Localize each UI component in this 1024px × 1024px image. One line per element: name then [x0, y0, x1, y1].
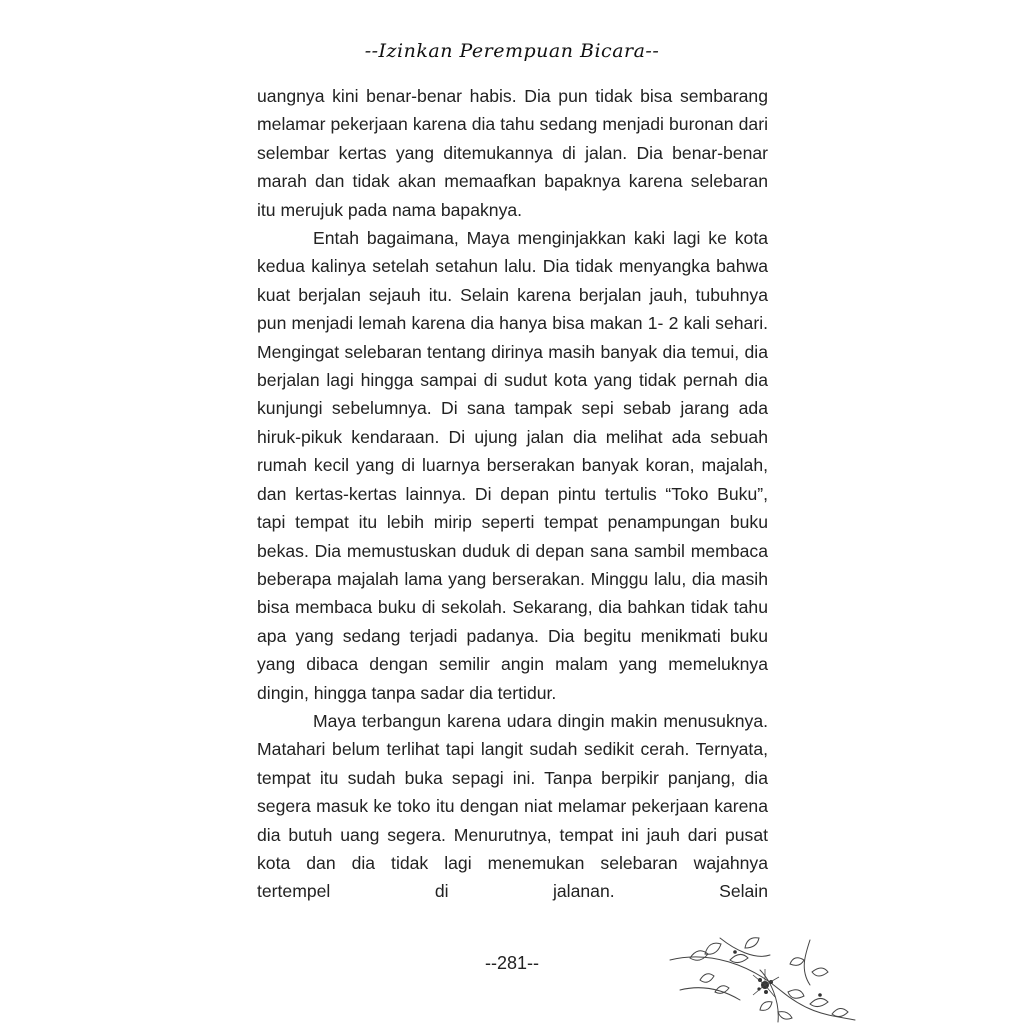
- page-number: --281--: [484, 953, 539, 973]
- paragraph-1: uangnya kini benar-benar habis. Dia pun tidak bisa sembarang melamar pekerjaan karena dia tahu sedang menjadi buronan dari selembar kertas yang ditemukannya di jalan. Dia benar-benar marah dan tidak akan memaafkan bapaknya karena selebaran itu merujuk pada nama bapaknya.: [257, 86, 768, 220]
- paragraph-3: Maya terbangun karena udara dingin makin menusuknya. Matahari belum terlihat tapi langit sudah sedikit cerah. Ternyata, tempat itu sudah buka sepagi ini. Tanpa berpikir panjang, dia segera masuk ke toko itu dengan niat melamar pekerjaan karena dia butuh uang segera. Menurutnya, tempat ini jauh dari pusat kota dan dia tidak lagi menemukan selebaran wajahnya tertempel di jalanan. Selain: [257, 710, 768, 902]
- floral-ornament-icon: [660, 930, 860, 1024]
- running-title: --Izinkan Perempuan Bicara--: [364, 40, 660, 62]
- paragraph-2: Entah bagaimana, Maya menginjakkan kaki lagi ke kota kedua kalinya setelah setahun lalu. Dia tidak menyangka bahwa kuat berjalan sejauh itu. Selain karena berjalan jauh, tubuhnya pun menjadi lemah karena dia hanya bisa makan 1- 2 kali sehari. Mengingat selebaran tentang dirinya masih banyak dia temui, dia berjalan lagi hingga sampai di sudut kota yang tidak pernah dia kunjungi sebelumnya. Di sana tampak sepi sebab jarang ada hiruk-pikuk kendaraan. Di ujung jalan dia melihat ada sebuah rumah kecil yang di luarnya berserakan banyak koran, majalah, dan kertas-kertas lainnya. Di depan pintu tertulis “Toko Buku”, tapi tempat itu lebih mirip seperti tempat penampungan buku bekas. Dia memustuskan duduk di depan sana sambil membaca beberapa majalah lama yang berserakan. Minggu lalu, dia masih bisa membaca buku di sekolah. Sekarang, dia bahkan tidak tahu apa yang sedang terjadi padanya. Dia begitu menikmati buku yang dibaca dengan semilir angin malam yang memeluknya dingin, hingga tanpa sadar dia tertidur.: [257, 228, 768, 703]
- body-text: [257, 82, 768, 906]
